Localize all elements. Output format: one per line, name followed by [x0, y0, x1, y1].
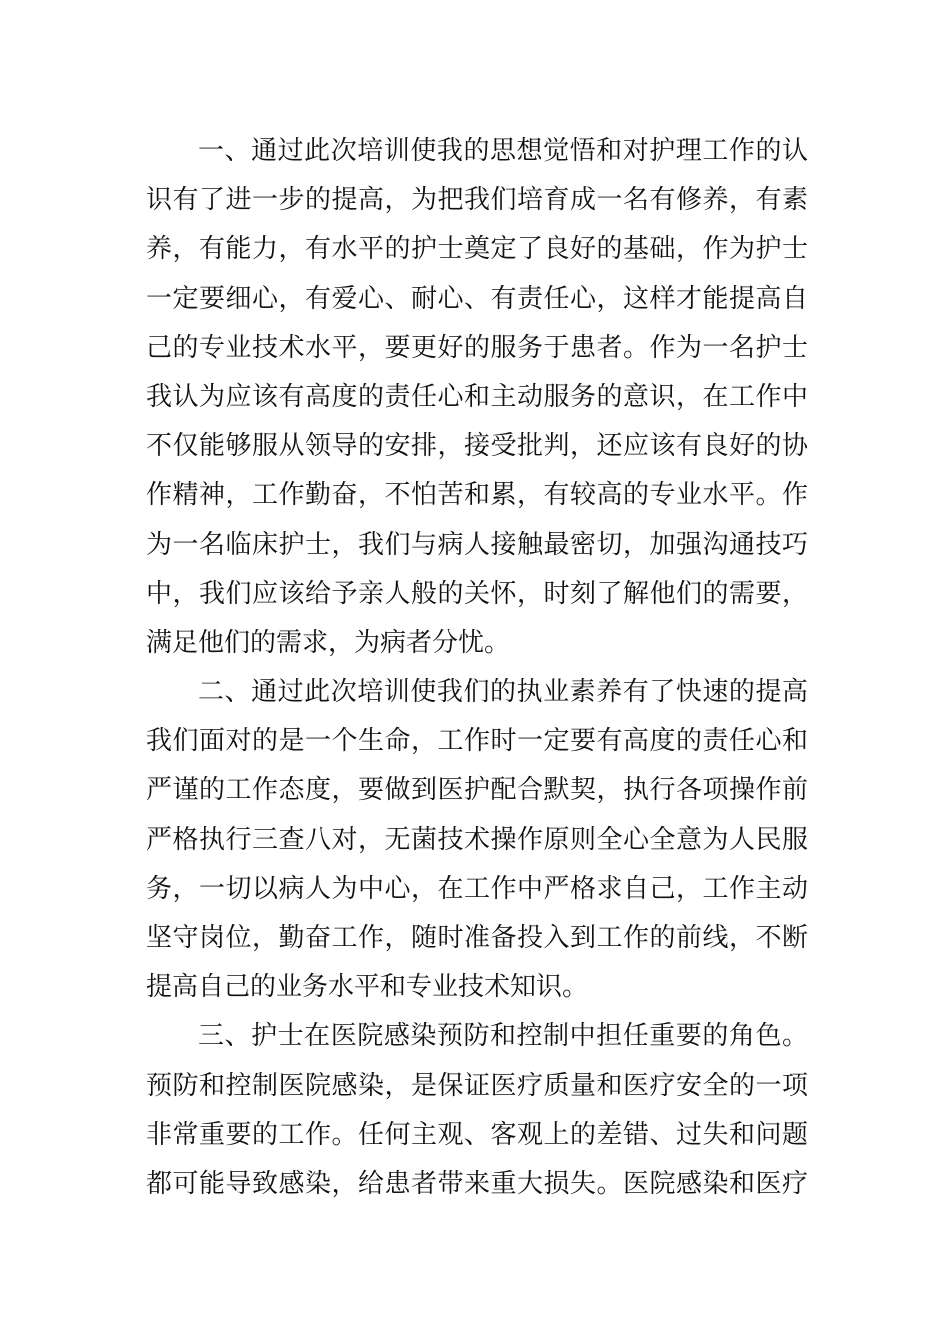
text-line: 己的专业技术水平，要更好的服务于患者。作为一名护士 [146, 332, 808, 363]
paragraph-3 [146, 1012, 808, 1209]
text-line: 坚守岗位，勤奋工作，随时准备投入到工作的前线，不断 [146, 923, 808, 953]
text-line: 满足他们的需求，为病者分忧。 [146, 627, 511, 658]
text-line: 二、通过此次培训使我们的执业素养有了快速的提高 [198, 677, 808, 708]
text-line: 提高自己的业务水平和专业技术知识。 [146, 972, 589, 1003]
text-line: 都可能导致感染，给患者带来重大损失。医院感染和医疗 [146, 1168, 808, 1199]
document-body [146, 127, 808, 1209]
text-line: 一、通过此次培训使我的思想觉悟和对护理工作的认 [198, 136, 808, 166]
text-line: 作精神，工作勤奋，不怕苦和累，有较高的专业水平。作 [146, 480, 808, 511]
text-line: 一定要细心，有爱心、耐心、有责任心，这样才能提高自 [146, 283, 808, 314]
text-line: 严谨的工作态度，要做到医护配合默契，执行各项操作前 [146, 775, 808, 806]
text-line: 识有了进一步的提高，为把我们培育成一名有修养，有素 [146, 185, 808, 216]
text-line: 养，有能力，有水平的护士奠定了良好的基础，作为护士 [146, 234, 808, 265]
text-line: 三、护士在医院感染预防和控制中担任重要的角色。 [198, 1021, 808, 1052]
text-line: 预防和控制医院感染，是保证医疗质量和医疗安全的一项 [146, 1070, 808, 1101]
text-line: 我们面对的是一个生命，工作时一定要有高度的责任心和 [146, 726, 808, 757]
text-line: 严格执行三查八对，无菌技术操作原则全心全意为人民服 [146, 824, 808, 855]
paragraph-2 [146, 668, 808, 1012]
text-line: 务，一切以病人为中心，在工作中严格求自己，工作主动 [146, 873, 808, 904]
text-line: 中，我们应该给予亲人般的关怀，时刻了解他们的需要， [146, 578, 808, 609]
text-line: 非常重要的工作。任何主观、客观上的差错、过失和问题 [146, 1119, 808, 1150]
text-line: 不仅能够服从领导的安排，接受批判，还应该有良好的协 [146, 431, 808, 462]
paragraph-1 [146, 127, 808, 668]
text-line: 为一名临床护士，我们与病人接触最密切，加强沟通技巧 [146, 529, 808, 560]
text-line: 我认为应该有高度的责任心和主动服务的意识，在工作中 [146, 381, 808, 412]
